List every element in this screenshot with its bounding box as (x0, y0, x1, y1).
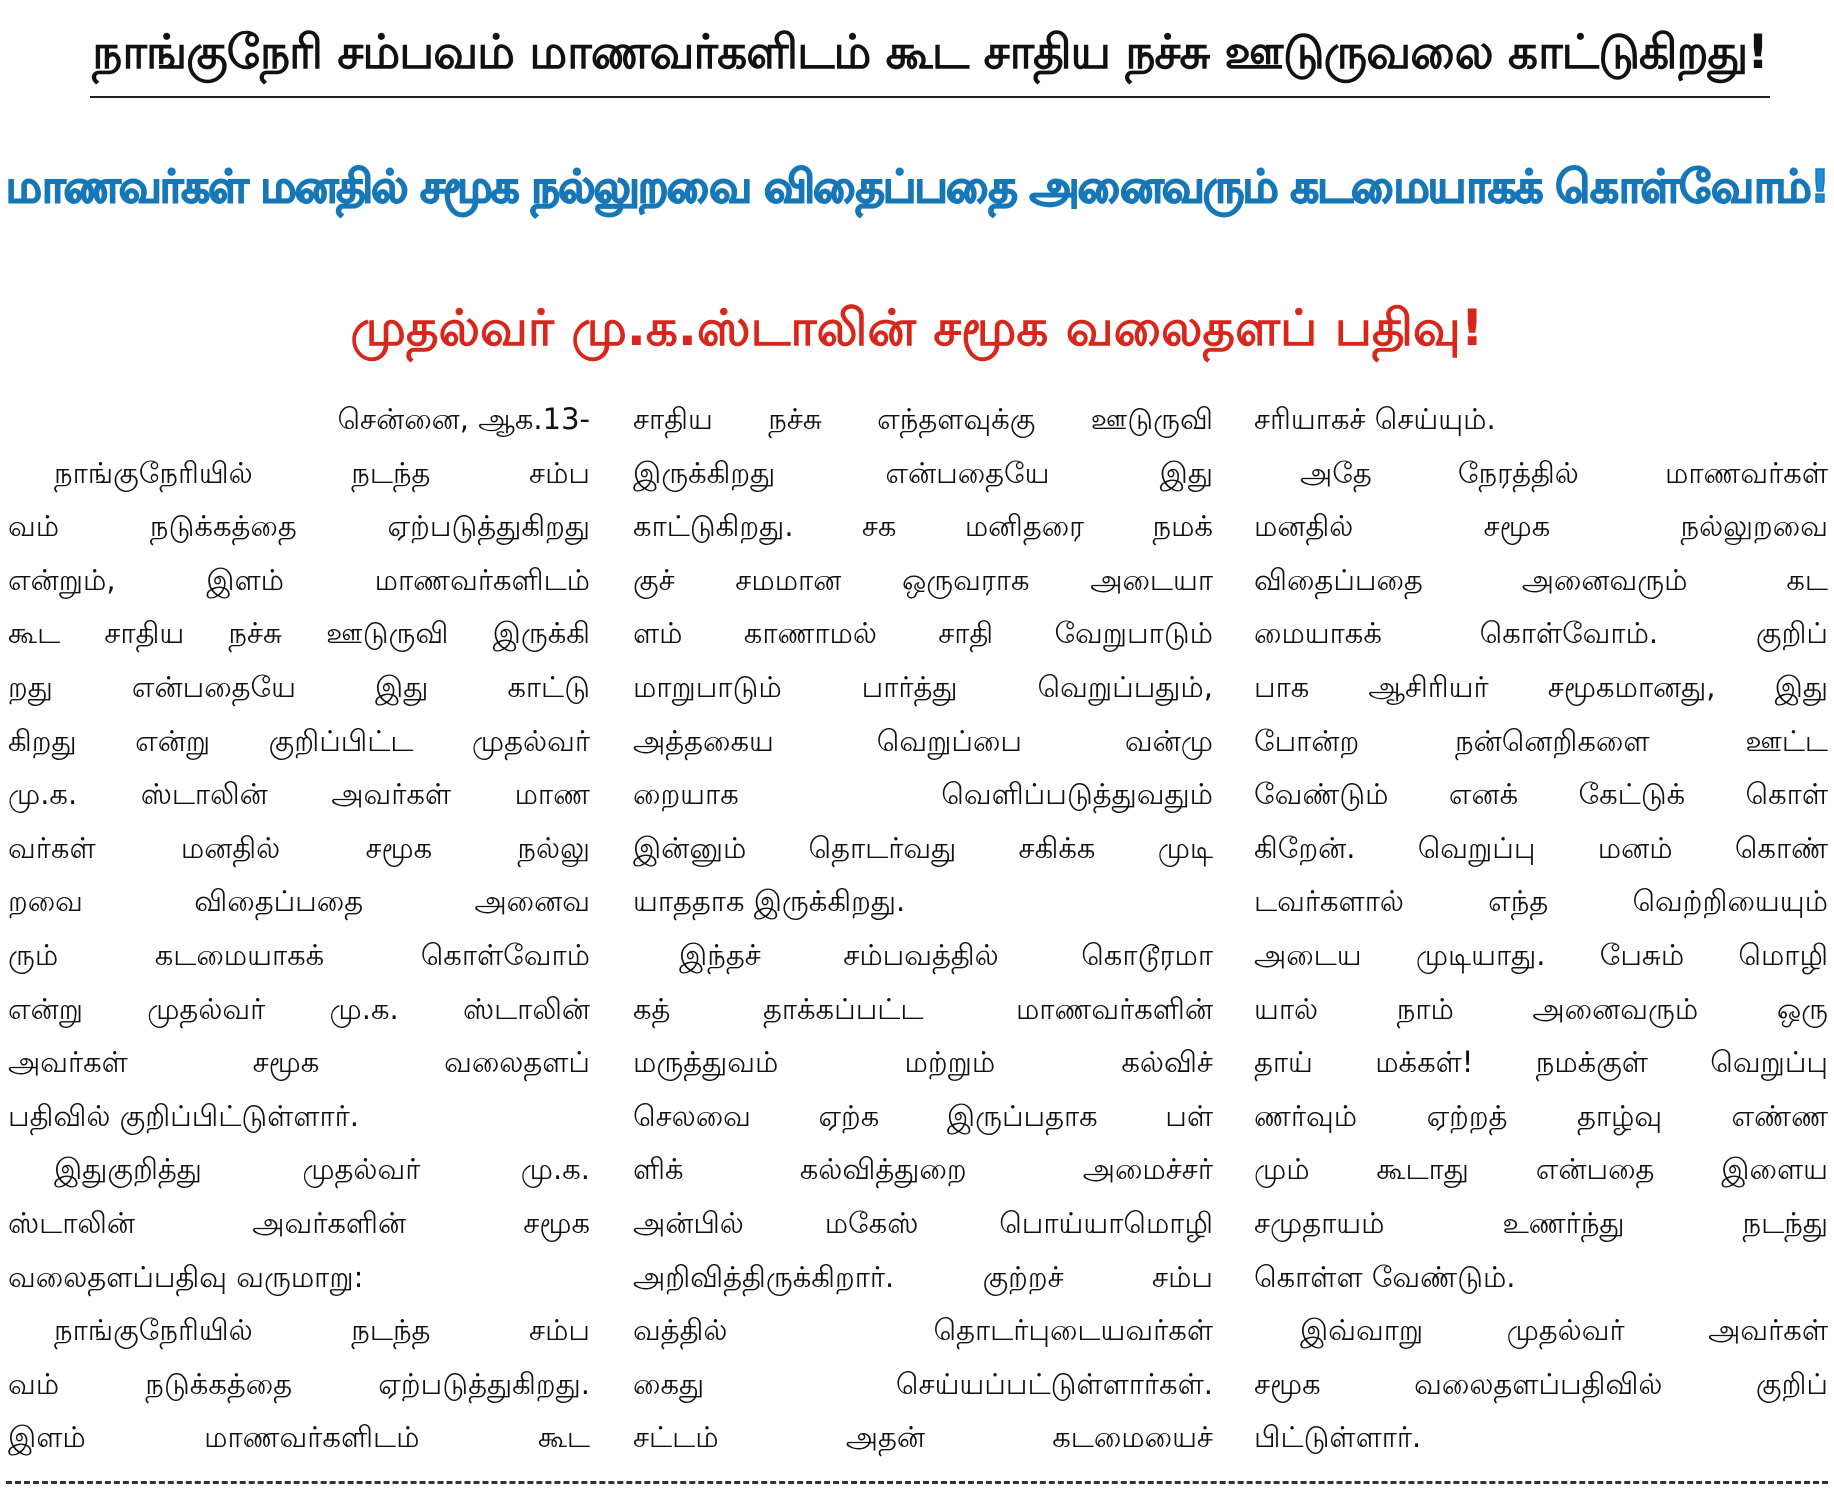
article-line: கூட சாதிய நச்சு ஊடுருவி இருக்கி (8, 616, 590, 651)
article-line: அன்பில் மகேஸ் பொய்யாமொழி (633, 1205, 1213, 1240)
article-line: போன்ற நன்னெறிகளை ஊட்ட (1254, 723, 1828, 758)
article-line: மருத்துவம் மற்றும் கல்விச் (633, 1045, 1213, 1080)
article-line: கிறது என்று குறிப்பிட்ட முதல்வர் (8, 723, 590, 758)
article-line: மு.க. ஸ்டாலின் அவர்கள் மாண (8, 777, 590, 812)
article-line: பாக ஆசிரியர் சமூகமானது, இது (1254, 669, 1828, 704)
article-line: ளிக் கல்வித்துறை அமைச்சர் (633, 1152, 1213, 1187)
article-line: என்று முதல்வர் மு.க. ஸ்டாலின் (8, 991, 590, 1026)
article-line: வேண்டும் எனக் கேட்டுக் கொள் (1254, 777, 1828, 812)
article-line: ஸ்டாலின் அவர்களின் சமூக (8, 1205, 590, 1240)
article-line: யாததாக இருக்கிறது. (633, 884, 906, 919)
article-line: அத்தகைய வெறுப்பை வன்மு (633, 723, 1213, 758)
article-line: வலைதளப்பதிவு வருமாறு: (8, 1259, 364, 1294)
article-line: சரியாகச் செய்யும். (1254, 402, 1496, 436)
article-line: இந்தச் சம்பவத்தில் கொடூரமா (679, 937, 1213, 972)
article-line: கிறேன். வெறுப்பு மனம் கொண் (1254, 830, 1828, 865)
article-line: மாறுபாடும் பார்த்து வெறுப்பதும், (633, 669, 1213, 704)
article-line: தாய் மக்கள்! நமக்குள் வெறுப்பு (1254, 1045, 1828, 1080)
article-line: பதிவில் குறிப்பிட்டுள்ளார். (8, 1098, 360, 1133)
article-line: அடைய முடியாது. பேசும் மொழி (1254, 937, 1828, 972)
article-line: குச் சமமான ஒருவராக அடையா (633, 562, 1213, 597)
article-line: பிட்டுள்ளார். (1254, 1420, 1422, 1455)
article-line: அவர்கள் சமூக வலைதளப் (8, 1045, 590, 1080)
article-line: ரும் கடமையாகக் கொள்வோம் (8, 937, 590, 972)
article-line: அறிவித்திருக்கிறார். குற்றச் சம்ப (633, 1259, 1213, 1294)
headline-rule (90, 96, 1770, 98)
article-line: மையாகக் கொள்வோம். குறிப் (1254, 616, 1828, 651)
article-line: கத் தாக்கப்பட்ட மாணவர்களின் (633, 991, 1213, 1026)
article-line: றவை விதைப்பதை அனைவ (8, 884, 590, 919)
main-headline: மாணவர்கள் மனதில் சமூக நல்லுறவை விதைப்பதை அனைவரும் கடமையாகக் கொள்வோம்! (5, 160, 1829, 213)
subheadline: முதல்வர் மு.க.ஸ்டாலின் சமூக வலைதளப் பதிவு! (350, 299, 1484, 357)
article-line: விதைப்பதை அனைவரும் கட (1254, 562, 1828, 597)
article-line: இதுகுறித்து முதல்வர் மு.க. (54, 1152, 590, 1187)
article-line: சமூக வலைதளப்பதிவில் குறிப் (1254, 1366, 1828, 1401)
article-column-2 (633, 393, 1213, 1465)
article-line: கொள்ள வேண்டும். (1254, 1259, 1516, 1294)
footer-dashed-rule (6, 1481, 1828, 1484)
article-line: ணர்வும் ஏற்றத் தாழ்வு எண்ண (1254, 1098, 1828, 1133)
article-line: வம் நடுக்கத்தை ஏற்படுத்துகிறது. (8, 1366, 590, 1401)
article-column-3 (1254, 393, 1828, 1465)
article-line: மனதில் சமூக நல்லுறவை (1254, 509, 1828, 544)
article-line: செலவை ஏற்க இருப்பதாக பள் (633, 1098, 1213, 1133)
article-line: சமுதாயம் உணர்ந்து நடந்து (1254, 1205, 1828, 1240)
article-line: சட்டம் அதன் கடமையைச் (633, 1420, 1213, 1455)
article-column-1 (8, 393, 590, 1465)
dateline: சென்னை, ஆக.13- (337, 402, 590, 436)
article-line: இவ்வாறு முதல்வர் அவர்கள் (1300, 1313, 1828, 1348)
article-line: மும் கூடாது என்பதை இளைய (1254, 1152, 1828, 1187)
article-line: வத்தில் தொடர்புடையவர்கள் (633, 1313, 1213, 1348)
article-line: இளம் மாணவர்களிடம் கூட (8, 1420, 590, 1455)
article-line: இன்னும் தொடர்வது சகிக்க முடி (633, 830, 1213, 865)
article-line: வம் நடுக்கத்தை ஏற்படுத்துகிறது (8, 509, 590, 544)
article-line: கைது செய்யப்பட்டுள்ளார்கள். (633, 1366, 1213, 1401)
article-line: யால் நாம் அனைவரும் ஒரு (1254, 991, 1828, 1026)
article-line: அதே நேரத்தில் மாணவர்கள் (1300, 455, 1828, 490)
article-line: என்றும், இளம் மாணவர்களிடம் (8, 562, 590, 597)
article-line: நாங்குநேரியில் நடந்த சம்ப (54, 1313, 590, 1348)
article-line: இருக்கிறது என்பதையே இது (633, 455, 1213, 490)
article-line: காட்டுகிறது. சக மனிதரை நமக் (633, 509, 1213, 544)
article-line: ளம் காணாமல் சாதி வேறுபாடும் (633, 616, 1213, 651)
article-line: டவர்களால் எந்த வெற்றியையும் (1254, 884, 1828, 919)
article-line: றையாக வெளிப்படுத்துவதும் (633, 777, 1213, 812)
article-line: றது என்பதையே இது காட்டு (8, 669, 590, 704)
kicker-headline: நாங்குநேரி சம்பவம் மாணவர்களிடம் கூட சாதிய நச்சு ஊடுருவலை காட்டுகிறது! (92, 25, 1768, 80)
article-line: சாதிய நச்சு எந்தளவுக்கு ஊடுருவி (633, 402, 1213, 436)
article-line: நாங்குநேரியில் நடந்த சம்ப (54, 455, 590, 490)
article-line: வர்கள் மனதில் சமூக நல்லு (8, 830, 590, 865)
